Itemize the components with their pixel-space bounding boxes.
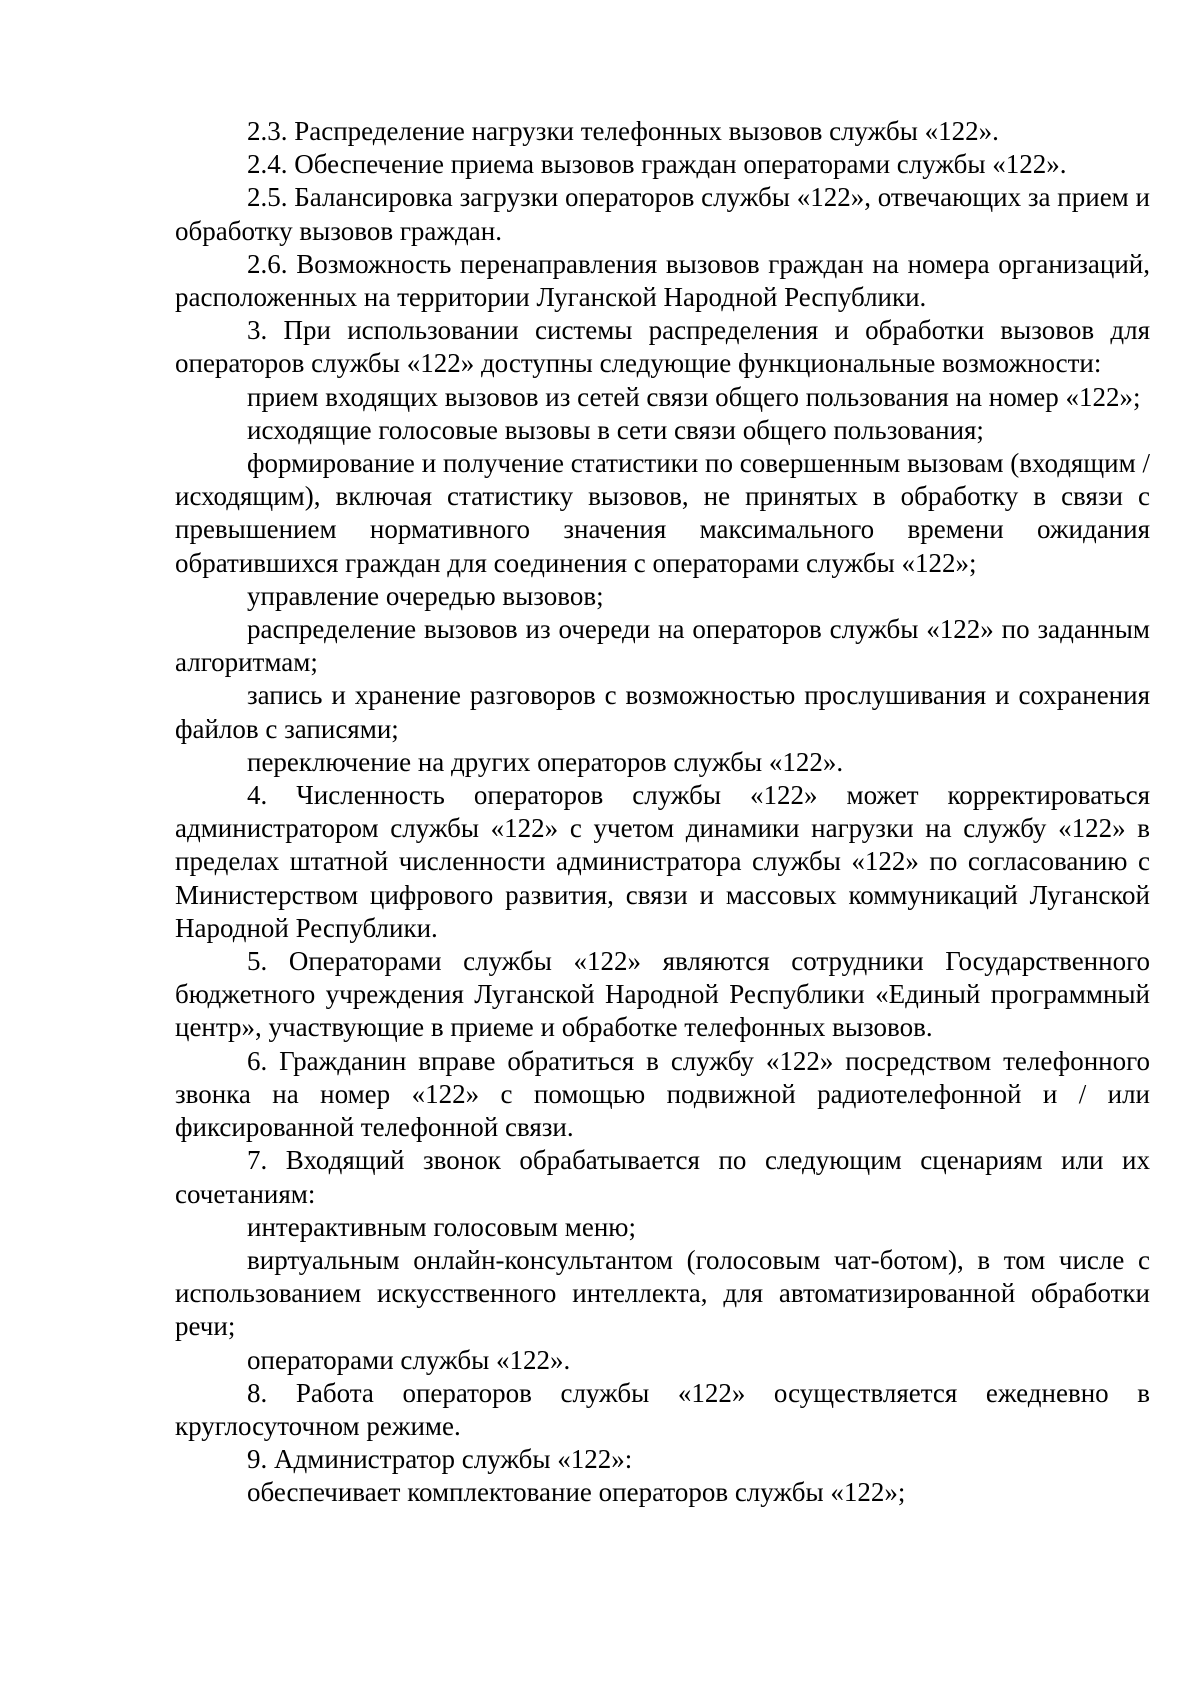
paragraph-9: 9. Администратор службы «122»: (247, 1444, 633, 1475)
list-item-queue-management: управление очередью вызовов; (247, 580, 604, 611)
list-item-call-distribution: распределение вызовов из очереди на операторов службы «122» по заданным алгоритмам; (175, 614, 1150, 678)
list-item-outgoing-calls: исходящие голосовые вызовы в сети связи общего пользования; (247, 414, 984, 445)
list-item-chat-bot: виртуальным онлайн-консультантом (голосовым чат-ботом), в том числе с использованием искусственного интеллекта, для автоматизированной обработки речи; (175, 1244, 1150, 1342)
paragraph-8: 8. Работа операторов службы «122» осуществляется ежедневно в круглосуточном режиме. (175, 1377, 1150, 1441)
paragraph-3: 3. При использовании системы распределения и обработки вызовов для операторов службы «122» доступны следующие функциональные возможности: (175, 315, 1150, 379)
list-item-incoming-calls: прием входящих вызовов из сетей связи общего пользования на номер «122»; (247, 381, 1141, 412)
paragraph-2-5: 2.5. Балансировка загрузки операторов службы «122», отвечающих за прием и обработку вызовов граждан. (175, 182, 1150, 246)
paragraph-2-4: 2.4. Обеспечение приема вызовов граждан операторами службы «122». (247, 149, 1067, 180)
document-page (175, 115, 1150, 1510)
list-item-voice-menu: интерактивным голосовым меню; (247, 1211, 636, 1242)
list-item-recording: запись и хранение разговоров с возможностью прослушивания и сохранения файлов с записями; (175, 680, 1150, 744)
list-item-staffing: обеспечивает комплектование операторов службы «122»; (247, 1477, 906, 1508)
paragraph-2-6: 2.6. Возможность перенаправления вызовов граждан на номера организаций, расположенных на территории Луганской Народной Республики. (175, 248, 1150, 313)
paragraph-4: 4. Численность операторов службы «122» может корректироваться администратором службы «122» с учетом динамики нагрузки на службу «122» в пределах штатной численности администратора службы «122» по согласованию с Министерством цифрового развития, связи и массовых коммуникаций Луганской Народной Республики. (175, 780, 1150, 943)
paragraph-6: 6. Гражданин вправе обратиться в службу «122» посредством телефонного звонка на номер «122» с помощью подвижной радиотелефонной и / или фиксированной телефонной связи. (175, 1045, 1150, 1143)
list-item-statistics: формирование и получение статистики по совершенным вызовам (входящим / исходящим), включая статистику вызовов, не принятых в обработку в связи с превышением нормативного значения максимального времени ожидания обратившихся граждан для соединения с операторами службы «122»; (175, 448, 1150, 578)
paragraph-7: 7. Входящий звонок обрабатывается по следующим сценариям или их сочетаниям: (175, 1145, 1150, 1209)
list-item-switching: переключение на других операторов службы «122». (247, 746, 844, 777)
paragraph-2-3: 2.3. Распределение нагрузки телефонных вызовов службы «122». (247, 116, 999, 146)
paragraph-5: 5. Операторами службы «122» являются сотрудники Государственного бюджетного учреждения Луганской Народной Республики «Единый программный центр», участвующие в приеме и обработке телефонных вызовов. (175, 946, 1150, 1043)
list-item-operators: операторами службы «122». (247, 1344, 571, 1375)
